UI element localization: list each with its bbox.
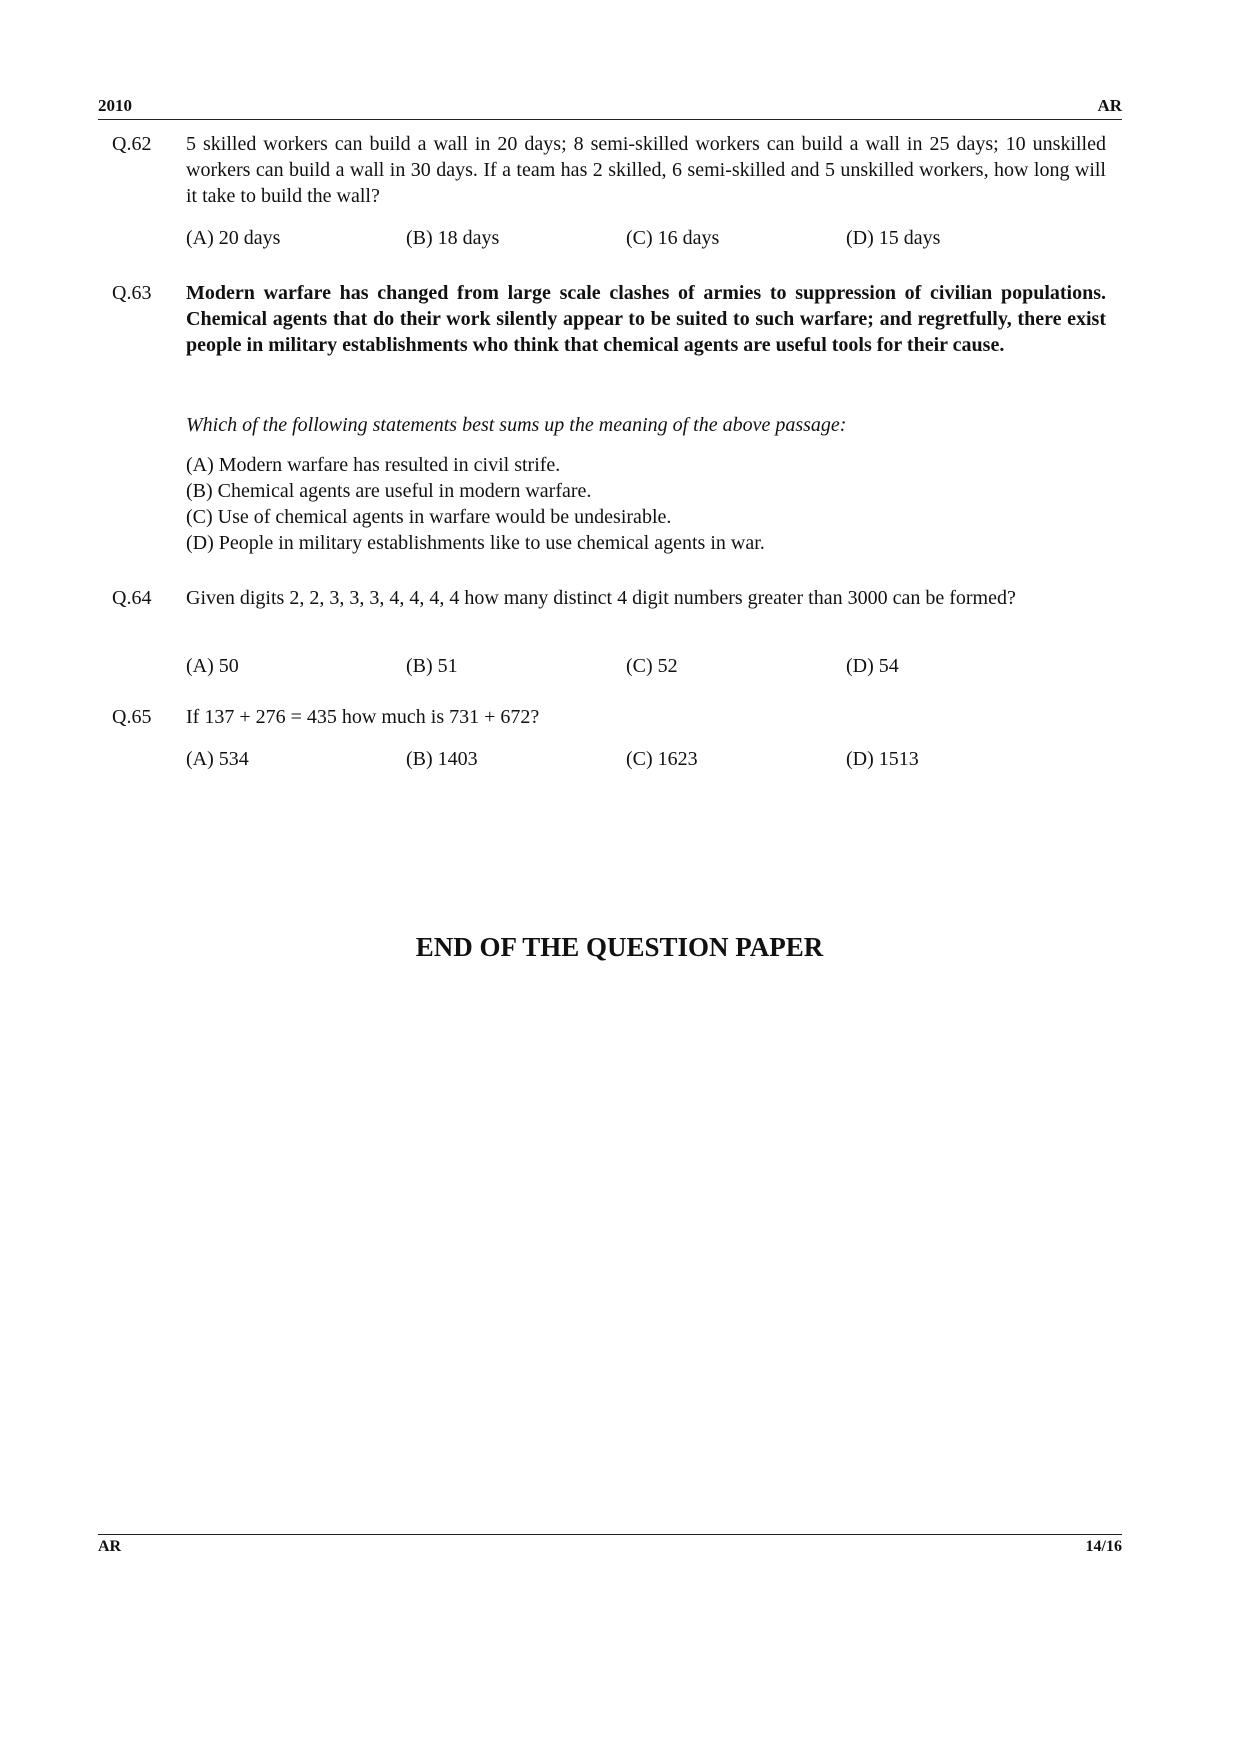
option-c: (C) 52 [626,655,678,677]
passage-text: Modern warfare has changed from large scale clashes of armies to suppression of civilian populations. Chemical agents that do their work silently appear to be suited to such warfare; and regretfully, there exist people in military establishments who think that chemical agents are useful tools for their cause. [186,282,1106,356]
option-c: (C) Use of chemical agents in warfare would be undesirable. [186,506,672,528]
footer-paper-code: AR [98,1538,122,1555]
option-b: (B) Chemical agents are useful in modern warfare. [186,480,592,502]
header-divider [98,119,1122,120]
question-65 [112,704,1122,774]
option-c: (C) 16 days [626,227,720,249]
question-64 [112,585,1122,685]
option-c: (C) 1623 [626,748,698,770]
question-text: If 137 + 276 = 435 how much is 731 + 672? [186,706,540,728]
question-number: Q.65 [112,706,152,728]
option-a: (A) 534 [186,748,249,770]
options-row [186,746,1106,772]
header-paper-code: AR [1097,96,1122,115]
question-number: Q.63 [112,282,152,304]
option-a: (A) 20 days [186,227,281,249]
end-of-paper-title: END OF THE QUESTION PAPER [415,932,824,962]
question-text: Given digits 2, 2, 3, 3, 3, 4, 4, 4, 4 how many distinct 4 digit numbers greater than 3000 can be formed? [186,587,1016,609]
question-62 [112,131,1122,249]
header-year: 2010 [98,96,132,115]
question-63 [112,280,1122,560]
option-a: (A) Modern warfare has resulted in civil strife. [186,454,561,476]
page-number: 14/16 [1085,1538,1122,1555]
page-footer [98,1538,1122,1560]
option-a: (A) 50 [186,655,239,677]
question-text: 5 skilled workers can build a wall in 20 days; 8 semi-skilled workers can build a wall in 25 days; 10 unskilled workers can build a wall in 30 days. If a team has 2 skilled, 6 semi-skilled and 5 unskilled workers, how long will it take to build the wall? [186,133,1106,207]
option-b: (B) 18 days [406,227,500,249]
option-b: (B) 51 [406,655,458,677]
option-d: (D) 15 days [846,227,941,249]
options-list [186,452,1106,556]
question-number: Q.64 [112,587,152,609]
question-number: Q.62 [112,133,152,155]
footer-divider [98,1534,1122,1535]
options-row [186,225,1106,251]
option-d: (D) 54 [846,655,899,677]
option-d: (D) 1513 [846,748,919,770]
options-row [186,653,1106,679]
question-prompt: Which of the following statements best sums up the meaning of the above passage: [186,414,847,436]
option-b: (B) 1403 [406,748,478,770]
option-d: (D) People in military establishments like to use chemical agents in war. [186,532,765,554]
